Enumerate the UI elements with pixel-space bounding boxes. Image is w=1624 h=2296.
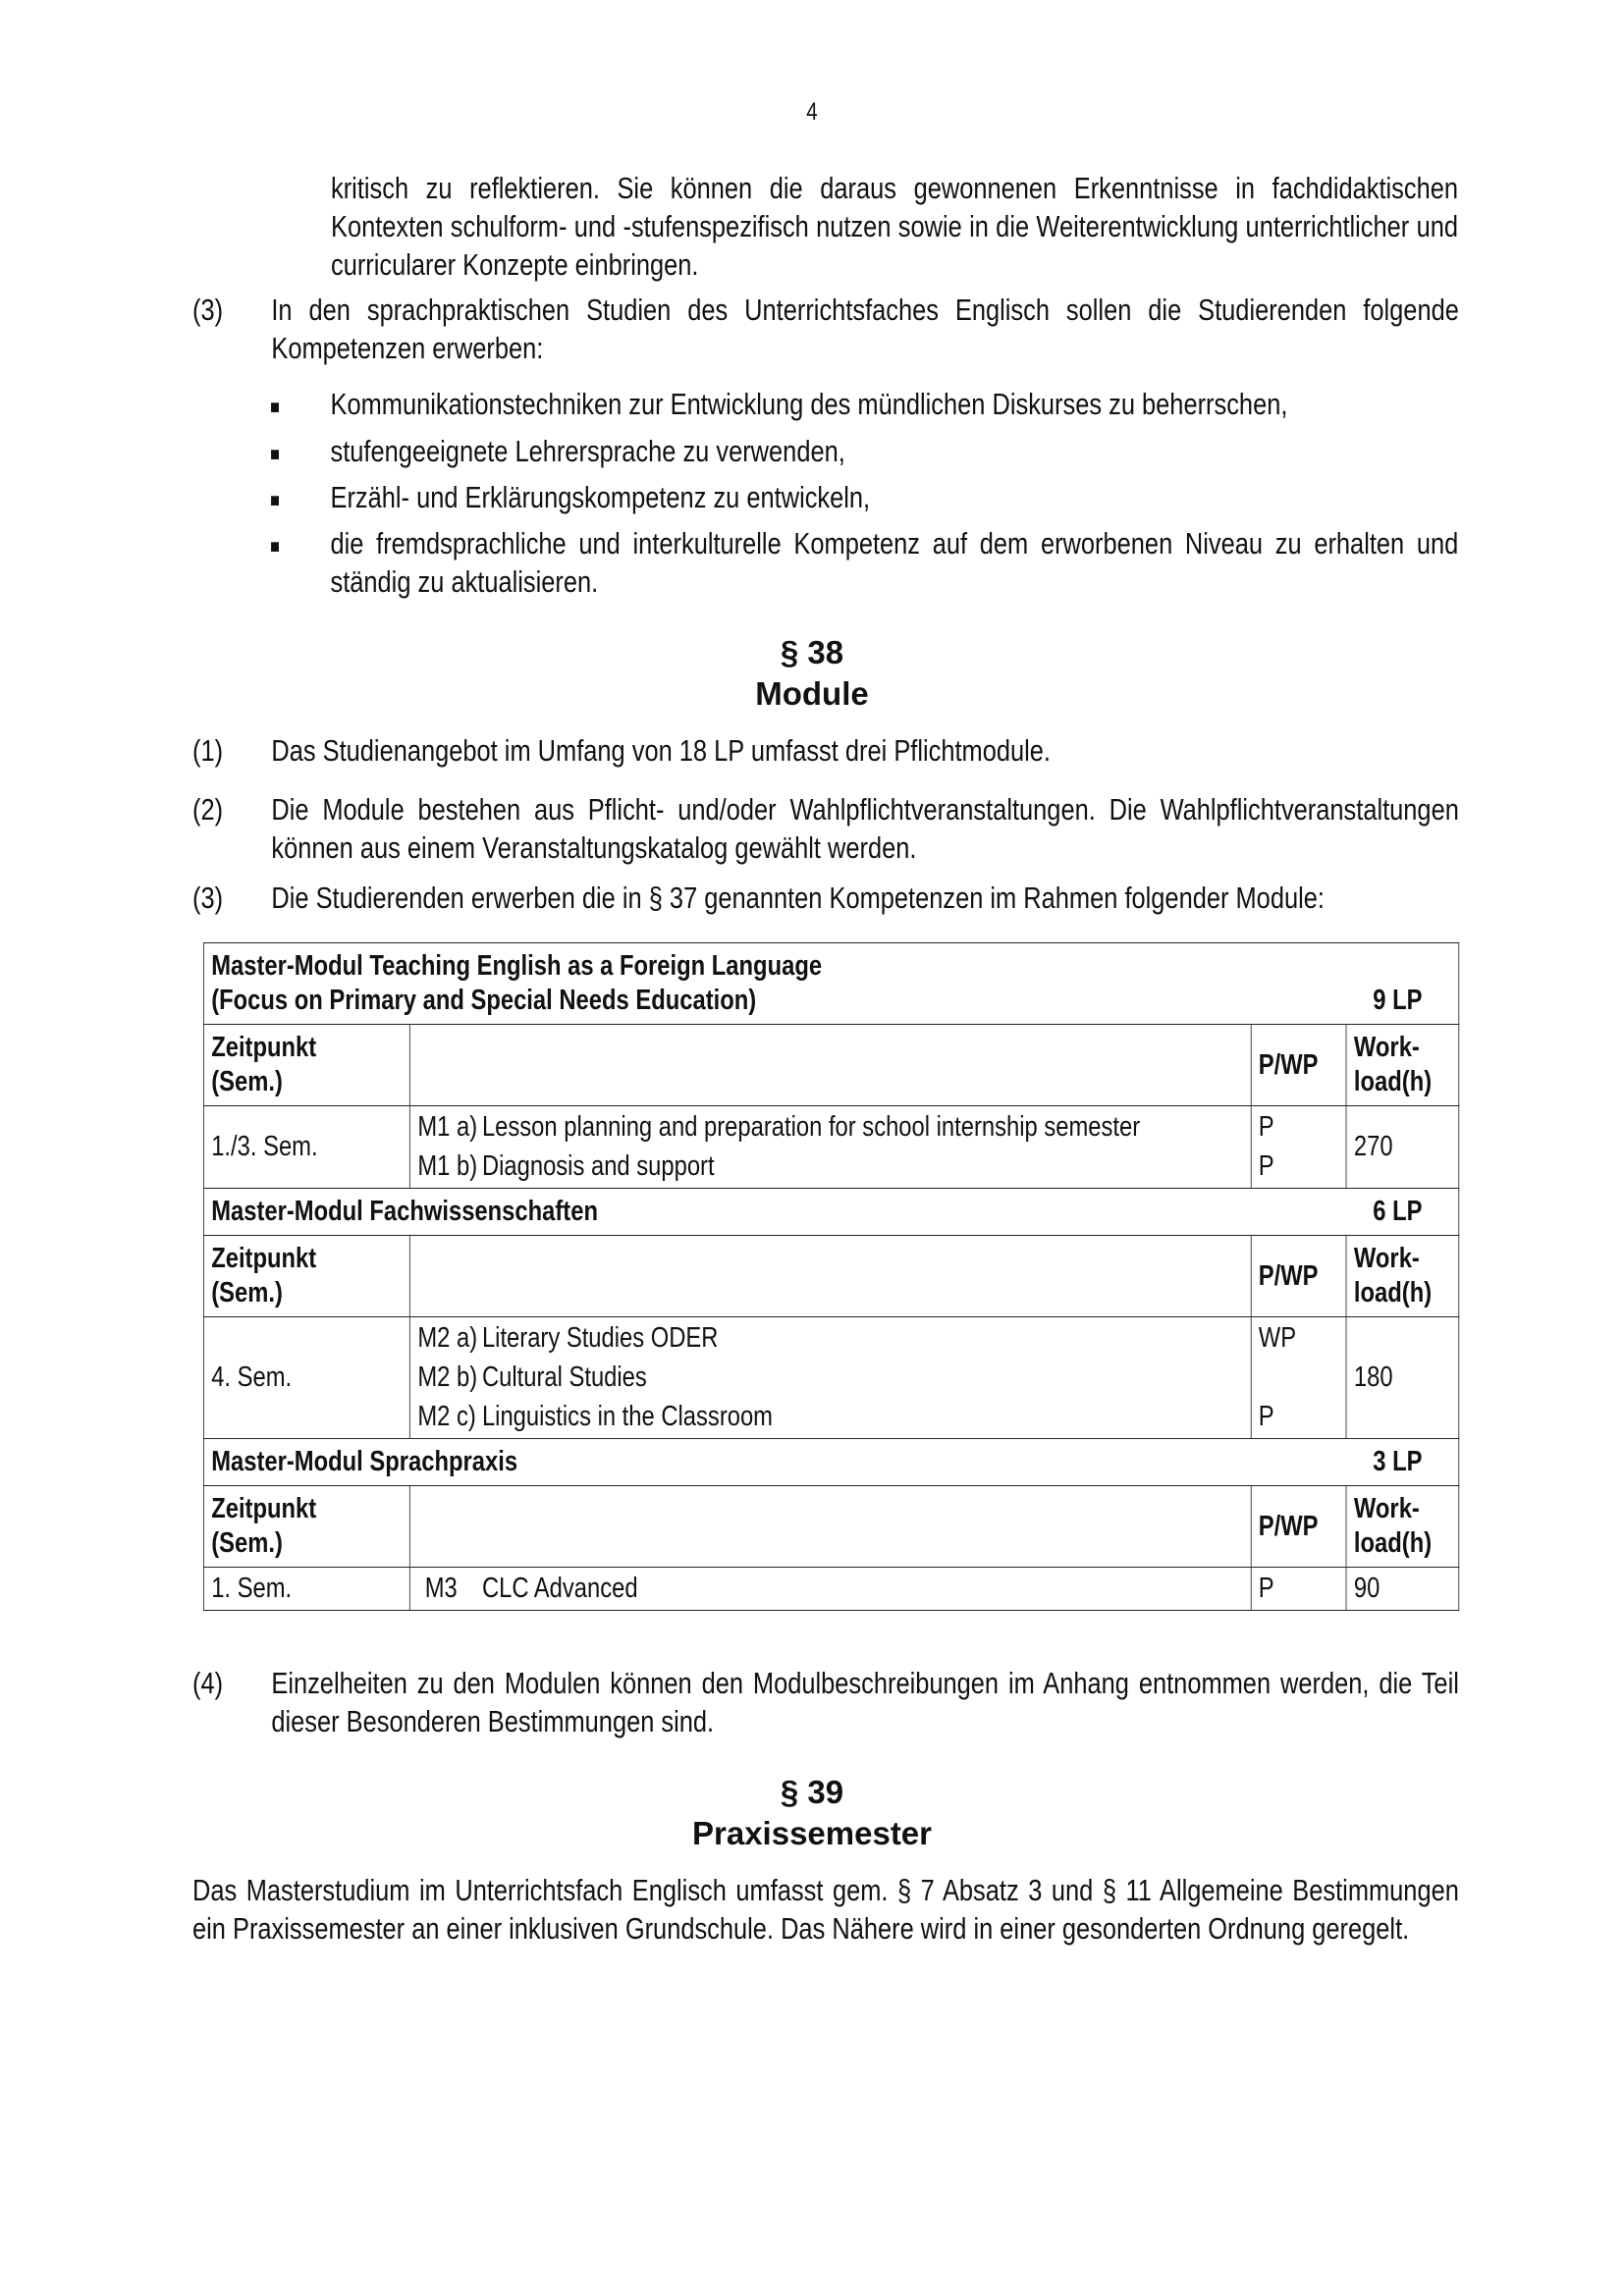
paragraph-text: Die Module bestehen aus Pflicht- und/oder Wahlpflichtveranstaltungen. Die Wahlpflichtveranstaltungen können aus einem Veranstaltungskatalog gewählt werden. (271, 792, 1459, 865)
section-title: Module (755, 675, 869, 712)
bullet-marker: ■ (270, 536, 280, 558)
module-table (203, 942, 1459, 1611)
s38-paragraph-3 (192, 879, 1459, 917)
paragraph-number: (1) (192, 733, 224, 768)
header-load: load(h) (1353, 1066, 1433, 1097)
header-sem: (Sem.) (211, 1527, 283, 1559)
s38-paragraph-1 (192, 731, 1459, 770)
bullet-text: die fremdsprachliche und interkulturelle Kompetenz auf dem erworbenen Niveau zu erhalten und ständig zu aktualisieren. (330, 526, 1459, 599)
module-3-workload: 90 (1346, 1568, 1459, 1611)
section-number: § 38 (780, 634, 844, 670)
module-1-header-row (203, 943, 1458, 1025)
course-line (417, 1149, 1243, 1184)
course-line (417, 1321, 1243, 1356)
module-1-title-line-1: Master-Modul Teaching English as a Foreign Language (211, 950, 823, 982)
course-line (425, 1572, 1243, 1606)
bullet-text: Kommunikationstechniken zur Entwicklung des mündlichen Diskurses zu beherrschen, (330, 387, 1288, 421)
course-code: M2 c) (417, 1401, 476, 1432)
module-2-header-row (203, 1189, 1458, 1236)
s38-paragraph-2 (192, 790, 1459, 867)
course-pwp: P (1258, 1150, 1274, 1182)
section-number: § 39 (780, 1774, 844, 1810)
course-pwp: P (1251, 1568, 1346, 1611)
paragraph-text: Die Studierenden erwerben die in § 37 genannten Kompetenzen im Rahmen folgender Module: (271, 881, 1325, 915)
module-2-lp: 6 LP (1373, 1196, 1423, 1227)
paragraph-text: Das Studienangebot im Umfang von 18 LP umfasst drei Pflichtmodule. (271, 733, 1051, 768)
column-header-row (203, 1486, 1458, 1568)
module-2-data-row (203, 1317, 1458, 1439)
module-2-sem: 4. Sem. (203, 1317, 409, 1439)
course-line (417, 1361, 1243, 1395)
bullet-text: Erzähl- und Erklärungskompetenz zu entwickeln, (330, 480, 871, 514)
s37-paragraph-3 (192, 291, 1459, 367)
course-name: Diagnosis and support (481, 1150, 715, 1182)
bullet-marker: ■ (270, 397, 280, 418)
bullet-item (270, 478, 1458, 520)
s39-text: Das Masterstudium im Unterrichtsfach Englisch umfasst gem. § 7 Absatz 3 und § 11 Allgemeine Bestimmungen ein Praxissemester an einer inklusiven Grundschule. Das Nähere wird in einer gesonderten Ordnung geregelt. (192, 1873, 1459, 1946)
page-number: 4 (806, 98, 818, 126)
course-name: CLC Advanced (481, 1573, 638, 1604)
bullet-item (270, 385, 1458, 427)
section-title: Praxissemester (691, 1815, 933, 1851)
module-1-data-row (203, 1106, 1458, 1189)
bullet-marker: ■ (270, 490, 280, 511)
paragraph-number: (2) (192, 792, 224, 827)
module-2-title: Master-Modul Fachwissenschaften (211, 1196, 598, 1227)
bullet-item (270, 432, 1458, 474)
column-header-row (203, 1236, 1458, 1317)
header-pwp: P/WP (1251, 1025, 1346, 1106)
course-code: M1 a) (417, 1111, 478, 1143)
course-name: Cultural Studies (481, 1362, 647, 1393)
course-pwp: WP (1258, 1322, 1297, 1354)
header-zeitpunkt: Zeitpunkt (211, 1243, 317, 1274)
module-1-workload: 270 (1346, 1106, 1459, 1189)
header-work: Work- (1353, 1493, 1420, 1524)
course-name: Lesson planning and preparation for school internship semester (481, 1111, 1141, 1143)
s38-paragraph-4 (192, 1664, 1459, 1740)
header-pwp: P/WP (1251, 1486, 1346, 1568)
header-zeitpunkt: Zeitpunkt (211, 1493, 317, 1524)
paragraph-text: Einzelheiten zu den Modulen können den Modulbeschreibungen im Anhang entnommen werden, die Teil dieser Besonderen Bestimmungen sind. (271, 1666, 1459, 1738)
paragraph-number: (4) (192, 1666, 224, 1700)
header-load: load(h) (1353, 1277, 1433, 1308)
module-3-header-row (203, 1439, 1458, 1486)
bullet-item (270, 524, 1458, 601)
course-code: M2 b) (417, 1362, 478, 1393)
bullet-marker: ■ (270, 444, 280, 465)
paragraph-number: (3) (192, 293, 224, 327)
course-line (417, 1400, 1243, 1434)
module-3-lp: 3 LP (1373, 1446, 1423, 1477)
course-code: M3 (424, 1573, 458, 1604)
module-1-title-line-2: (Focus on Primary and Special Needs Education) (211, 985, 757, 1016)
course-pwp: P (1258, 1111, 1274, 1143)
header-load: load(h) (1353, 1527, 1433, 1559)
bullet-text: stufengeeignete Lehrersprache zu verwenden, (330, 434, 845, 468)
paragraph-text: In den sprachpraktischen Studien des Unterrichtsfaches Englisch sollen die Studierenden folgende Kompetenzen erwerben: (271, 293, 1459, 365)
module-1-sem: 1./3. Sem. (203, 1106, 409, 1189)
course-code: M2 a) (417, 1322, 478, 1354)
paragraph-number: (3) (192, 881, 224, 915)
course-name: Linguistics in the Classroom (481, 1401, 773, 1432)
continuation-text: kritisch zu reflektieren. Sie können die daraus gewonnenen Erkenntnisse in fachdidaktischen Kontexten schulform- und -stufenspezifisch nutzen sowie in die Weiterentwicklung unterrichtlicher und curricularer Konzepte einbringen. (331, 171, 1458, 282)
header-work: Work- (1353, 1243, 1420, 1274)
header-sem: (Sem.) (211, 1277, 283, 1308)
course-pwp: P (1258, 1401, 1274, 1432)
header-pwp: P/WP (1251, 1236, 1346, 1317)
course-code: M1 b) (417, 1150, 478, 1182)
header-sem: (Sem.) (211, 1066, 283, 1097)
course-pwp (1259, 1361, 1339, 1395)
module-3-sem: 1. Sem. (203, 1568, 409, 1611)
column-header-row (203, 1025, 1458, 1106)
course-line (417, 1110, 1243, 1145)
module-3-title: Master-Modul Sprachpraxis (211, 1446, 518, 1477)
module-3-data-row (203, 1568, 1458, 1611)
course-name: Literary Studies ODER (481, 1322, 719, 1354)
module-2-workload: 180 (1346, 1317, 1459, 1439)
module-1-lp: 9 LP (1373, 985, 1423, 1016)
header-work: Work- (1353, 1032, 1420, 1063)
header-zeitpunkt: Zeitpunkt (211, 1032, 317, 1063)
module-table-wrapper (203, 942, 1459, 1611)
